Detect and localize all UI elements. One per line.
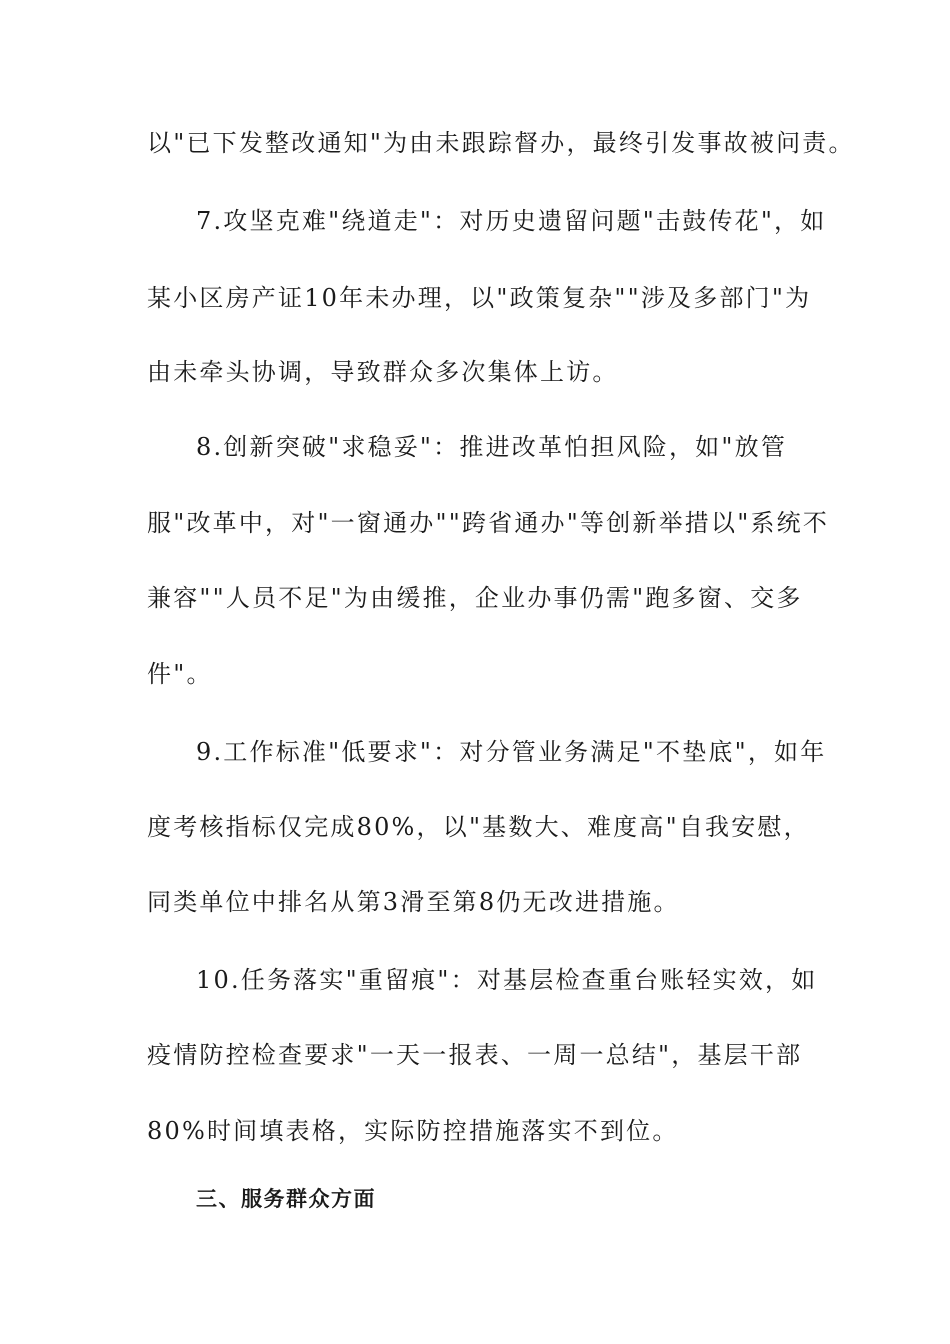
- body-line: 同类单位中排名从第3滑至第8仍无改进措施。: [147, 888, 680, 916]
- item-8-line: 8.创新突破"求稳妥"：推进改革怕担风险，如"放管: [196, 433, 788, 461]
- body-line: 度考核指标仅完成80%，以"基数大、难度高"自我安慰，: [147, 813, 810, 841]
- section-heading: 三、服务群众方面: [196, 1186, 376, 1211]
- body-line: 80%时间填表格，实际防控措施落实不到位。: [147, 1117, 679, 1145]
- body-line: 件"。: [147, 660, 213, 688]
- body-line: 以"已下发整改通知"为由未跟踪督办，最终引发事故被问责。: [147, 129, 855, 157]
- body-line: 由未牵头协调，导致群众多次集体上访。: [147, 358, 619, 386]
- body-line: 服"改革中，对"一窗通办""跨省通办"等创新举措以"系统不: [147, 509, 830, 537]
- item-7-line: 7.攻坚克难"绕道走"：对历史遗留问题"击鼓传花"，如: [196, 207, 827, 235]
- item-10-line: 10.任务落实"重留痕"：对基层检查重台账轻实效，如: [196, 966, 818, 994]
- body-line: 疫情防控检查要求"一天一报表、一周一总结"，基层干部: [147, 1041, 803, 1069]
- body-line: 某小区房产证10年未办理，以"政策复杂""涉及多部门"为: [147, 284, 812, 312]
- item-9-line: 9.工作标准"低要求"：对分管业务满足"不垫底"，如年: [196, 738, 827, 766]
- body-line: 兼容""人员不足"为由缓推，企业办事仍需"跑多窗、交多: [147, 584, 803, 612]
